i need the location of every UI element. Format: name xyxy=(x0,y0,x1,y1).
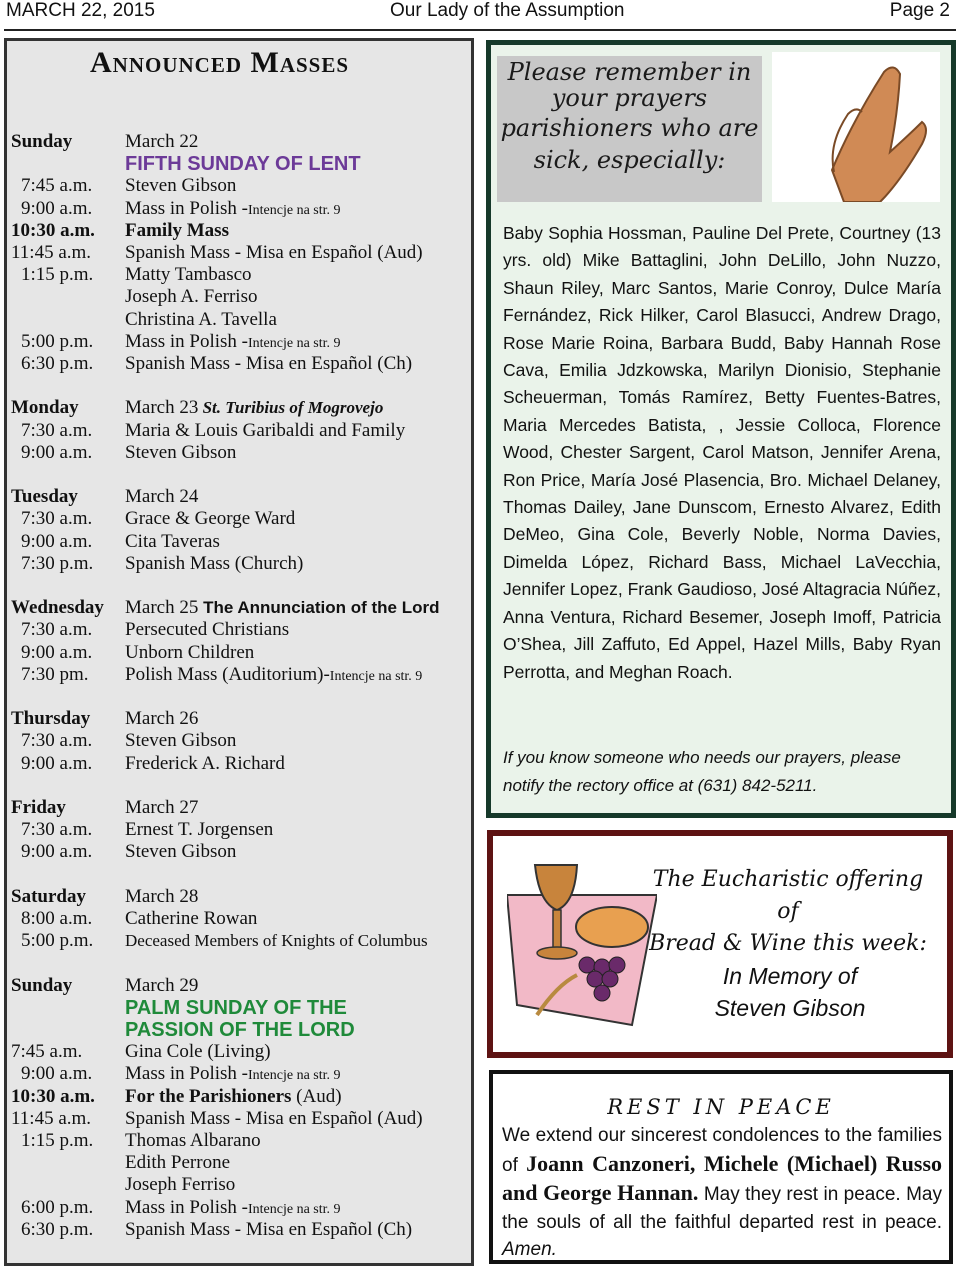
rip-post: May they rest in peace. May the souls of all the faithful departed rest in peace. xyxy=(502,1184,942,1233)
mass-time: 8:00 a.m. xyxy=(21,908,93,929)
mass-intention-text: Thomas Albarano xyxy=(125,1130,261,1151)
mass-intention xyxy=(125,1086,342,1108)
mass-intention-text: March 22 xyxy=(125,131,199,152)
mass-intention-text: Persecuted Christians xyxy=(125,619,290,641)
mass-time: 5:00 p.m. xyxy=(21,930,94,952)
mass-intention xyxy=(125,708,198,730)
mass-intention-text: PALM SUNDAY OF THE xyxy=(125,996,347,1019)
mass-time: 7:45 a.m. xyxy=(21,175,93,197)
mass-intention xyxy=(125,264,252,286)
mass-intention-text: Gina Cole (Living) xyxy=(125,1041,271,1063)
mass-time: Saturday xyxy=(11,885,86,907)
mass-intention xyxy=(125,242,423,264)
mass-intention-text: PASSION OF THE LORD xyxy=(125,1019,355,1041)
mass-time: 11:45 a.m. xyxy=(11,1107,92,1129)
polish-note: Intencje na str. 9 xyxy=(248,1201,341,1217)
mass-intention-text: Unborn Children xyxy=(125,641,255,663)
mass-intention xyxy=(125,1219,412,1241)
mass-intention-text: March 26 xyxy=(125,708,199,730)
mass-intention-text: For the Parishioners xyxy=(125,1085,297,1107)
mass-intention-text: March 27 xyxy=(125,797,199,818)
mass-intention-text: Joseph A. Ferriso xyxy=(125,286,258,308)
prayer-heading-line: Please remember in xyxy=(507,58,752,86)
mass-time: 9:00 a.m. xyxy=(21,530,93,552)
mass-intention-text: Mass in Polish - xyxy=(125,197,248,219)
mass-intention xyxy=(125,930,428,952)
page-header xyxy=(0,0,960,30)
mass-intention xyxy=(125,1130,261,1152)
eucharist-line: Steven Gibson xyxy=(714,995,866,1021)
mass-intention xyxy=(125,997,347,1019)
mass-intention-text: Steven Gibson xyxy=(125,730,237,752)
eucharist-line: In Memory of xyxy=(722,963,858,989)
mass-intention xyxy=(125,286,257,308)
mass-intention xyxy=(125,486,198,508)
mass-intention xyxy=(125,642,254,664)
mass-intention xyxy=(125,553,303,575)
mass-time: Friday xyxy=(11,797,66,818)
mass-intention-text: Catherine Rowan xyxy=(125,908,258,929)
mass-intention xyxy=(125,908,257,930)
mass-intention xyxy=(125,753,285,775)
mass-intention-text: FIFTH SUNDAY OF LENT xyxy=(125,153,361,176)
mass-intention xyxy=(125,1019,355,1041)
mass-intention xyxy=(125,220,229,242)
mass-intention-text: Matty Tambasco xyxy=(125,264,252,286)
mass-time: 1:15 p.m. xyxy=(21,1130,94,1151)
mass-intention-text: Frederick A. Richard xyxy=(125,752,285,774)
mass-intention-text: Cita Taveras xyxy=(125,530,220,552)
mass-intention-text: Christina A. Tavella xyxy=(125,308,277,330)
mass-time: 9:00 a.m. xyxy=(21,641,93,663)
mass-intention xyxy=(125,1197,341,1221)
mass-time: 6:00 p.m. xyxy=(21,1196,94,1218)
mass-time: 9:00 a.m. xyxy=(21,752,93,774)
mass-intention-text: Spanish Mass - Misa en Español (Ch) xyxy=(125,353,413,374)
mass-intention-text: Mass in Polish - xyxy=(125,1063,248,1085)
prayer-note: If you know someone who needs our prayers, please notify the rectory office at (631) 842-5211. xyxy=(503,748,901,795)
eucharist-dedication xyxy=(660,960,920,1024)
mass-intention xyxy=(125,886,198,908)
mass-time: Tuesday xyxy=(11,486,78,508)
mass-intention xyxy=(125,619,289,641)
mass-time: 7:30 pm. xyxy=(21,663,89,685)
page-number: Page 2 xyxy=(889,0,950,21)
rest-in-peace-text xyxy=(502,1122,942,1264)
mass-intention xyxy=(125,1063,341,1087)
prayer-heading-line: your prayers xyxy=(551,84,708,112)
mass-intention-text: March 23 xyxy=(125,397,199,419)
mass-intention xyxy=(125,1041,271,1063)
mass-intention xyxy=(125,819,273,841)
mass-intention-text: Ernest T. Jorgensen xyxy=(125,819,274,841)
mass-intention-text: Spanish Mass - Misa en Español (Ch) xyxy=(125,1218,413,1240)
mass-intention-text: Spanish Mass - Misa en Español (Aud) xyxy=(125,1107,423,1129)
mass-intention-text: Steven Gibson xyxy=(125,441,237,463)
mass-intention xyxy=(125,309,277,331)
feast-name: The Annunciation of the Lord xyxy=(198,598,440,618)
feast-name: St. Turibius of Mogrovejo xyxy=(198,398,384,418)
mass-intention-text: Joseph Ferriso xyxy=(125,1174,236,1196)
mass-intention xyxy=(125,153,361,175)
mass-intention xyxy=(125,597,439,619)
mass-time: 10:30 a.m. xyxy=(11,219,95,241)
mass-intention xyxy=(125,531,220,553)
mass-intention-text: Steven Gibson xyxy=(125,841,237,863)
mass-time: 1:15 p.m. xyxy=(21,264,94,286)
eucharist-line: The Eucharistic offering of xyxy=(652,867,924,924)
mass-intention xyxy=(125,420,405,442)
mass-time: 11:45 a.m. xyxy=(11,242,92,263)
mass-time: 7:30 a.m. xyxy=(21,508,93,530)
mass-intention-text: March 24 xyxy=(125,486,199,508)
mass-intention-text: Polish Mass (Auditorium)- xyxy=(125,663,330,685)
mass-intention-text: Family Mass xyxy=(125,219,229,241)
mass-intention-text: Grace & George Ward xyxy=(125,508,296,530)
mass-intention-text: March 29 xyxy=(125,974,199,996)
polish-note: Intencje na str. 9 xyxy=(248,1068,341,1084)
chalice-bread-grapes-icon xyxy=(507,855,657,1035)
mass-intention xyxy=(125,841,236,863)
mass-time: 10:30 a.m. xyxy=(11,1085,95,1107)
rip-pre: We extend our sincerest condolences to the families of xyxy=(502,1125,942,1176)
mass-time: 7:30 a.m. xyxy=(21,730,93,752)
polish-note: Intencje na str. 9 xyxy=(329,668,423,684)
prayer-heading-line: parishioners who are xyxy=(500,114,759,142)
mass-time: 9:00 a.m. xyxy=(21,197,93,219)
mass-intention xyxy=(125,198,341,222)
mass-time: 9:00 a.m. xyxy=(21,441,93,463)
issue-date: MARCH 22, 2015 xyxy=(6,0,155,21)
mass-time: 9:00 a.m. xyxy=(21,841,93,863)
mass-intention-text: Deceased Members of Knights of Columbus xyxy=(125,931,428,951)
mass-intention-text: March 25 xyxy=(125,597,199,619)
mass-intention xyxy=(125,131,198,153)
rip-names: Joann Canzoneri, Michele (Michael) Russo and George Hannan. xyxy=(502,1150,943,1205)
mass-time: Thursday xyxy=(11,708,91,730)
mass-intention xyxy=(125,442,236,464)
mass-intention-text: Edith Perrone xyxy=(125,1152,231,1174)
parish-name: Our Lady of the Assumption xyxy=(390,0,625,21)
masses-title: Announced Masses xyxy=(90,46,350,79)
mass-intention xyxy=(125,331,341,355)
mass-intention xyxy=(125,730,236,752)
mass-intention xyxy=(125,975,198,997)
rip-amen: Amen. xyxy=(502,1239,557,1260)
mass-intention xyxy=(125,175,236,197)
mass-intention-text: Spanish Mass - Misa en Español (Aud) xyxy=(125,242,423,263)
rest-in-peace-title: REST IN PEACE xyxy=(607,1095,835,1119)
mass-intention xyxy=(125,1152,230,1174)
mass-time: 6:30 p.m. xyxy=(21,1218,94,1240)
polish-note: Intencje na str. 9 xyxy=(248,202,341,218)
mass-intention xyxy=(125,1108,423,1130)
mass-intention-text: Mass in Polish - xyxy=(125,330,248,352)
mass-intention xyxy=(125,797,198,819)
mass-time: Sunday xyxy=(11,974,73,996)
mass-intention-text: Spanish Mass (Church) xyxy=(125,552,304,574)
mass-time: 7:30 a.m. xyxy=(21,819,93,841)
mass-intention-text: Steven Gibson xyxy=(125,175,237,197)
mass-intention-text: March 28 xyxy=(125,885,199,907)
mass-time: 7:30 a.m. xyxy=(21,619,93,641)
praying-hands-icon xyxy=(772,52,940,202)
prayer-heading-line: sick, especially: xyxy=(533,146,726,174)
mass-time: Wednesday xyxy=(11,597,104,619)
polish-note: Intencje na str. 9 xyxy=(248,335,341,351)
mass-time: Monday xyxy=(11,397,79,419)
prayer-heading xyxy=(497,56,762,202)
prayer-list: Baby Sophia Hossman, Pauline Del Prete, Courtney (13 yrs. old) Mike Battaglini, John DeLillo, John Nuzzo, Shaun Riley, Marc Santos, Marie Conroy, Dulce María Fernández, Rick Hilker, Carol Blasucci, Andrew Drago, Rose Marie Roina, Barbara Budd, Baby Hannah Rose Cava, Emilia Jdzkowska, Marilyn Dionisio, Stephanie Scheuerman, Tomás Ramírez, Betty Fuentes-Batres, Maria Mercedes Batista, , Jessie Colloca, Florence Wood, Chester Sargent, Carol Matson, Jennifer Arena, Ron Price, María José Plasencia, Bro. Michael Delaney, Thomas Dailey, Jane Dunscom, Ernesto Alvarez, Edith DeMeo, Gina Cole, Beverly Noble, Norma Davies, Dimelda López, Richard Bass, Michael LaVecchia, Jennifer Lopez, Frank Gaudioso, José Altagracia Núñez, Anna Ventura, Richard Besemer, Joseph Imoff, Patricia O’Shea, Jill Zaffuto, Ed Appel, Hazel Mills, Baby Ryan Perrotta, and Meghan Roach. xyxy=(503,223,941,682)
mass-time: Sunday xyxy=(11,131,73,152)
mass-time: 6:30 p.m. xyxy=(21,353,94,374)
mass-time: 7:30 a.m. xyxy=(21,419,93,441)
mass-time: 5:00 p.m. xyxy=(21,330,94,352)
mass-location: (Aud) xyxy=(296,1085,342,1107)
mass-time: 7:30 p.m. xyxy=(21,552,94,574)
mass-intention xyxy=(125,1174,235,1196)
eucharist-line: Bread & Wine this week: xyxy=(649,931,927,956)
mass-time: 9:00 a.m. xyxy=(21,1063,93,1085)
mass-time: 7:45 a.m. xyxy=(11,1041,83,1063)
mass-intention xyxy=(125,353,412,375)
mass-intention xyxy=(125,664,422,688)
mass-intention-text: Mass in Polish - xyxy=(125,1196,248,1218)
mass-intention xyxy=(125,508,295,530)
mass-intention xyxy=(125,397,383,419)
header-divider xyxy=(4,29,956,31)
eucharist-heading xyxy=(640,864,936,960)
mass-intention-text: Maria & Louis Garibaldi and Family xyxy=(125,419,406,441)
